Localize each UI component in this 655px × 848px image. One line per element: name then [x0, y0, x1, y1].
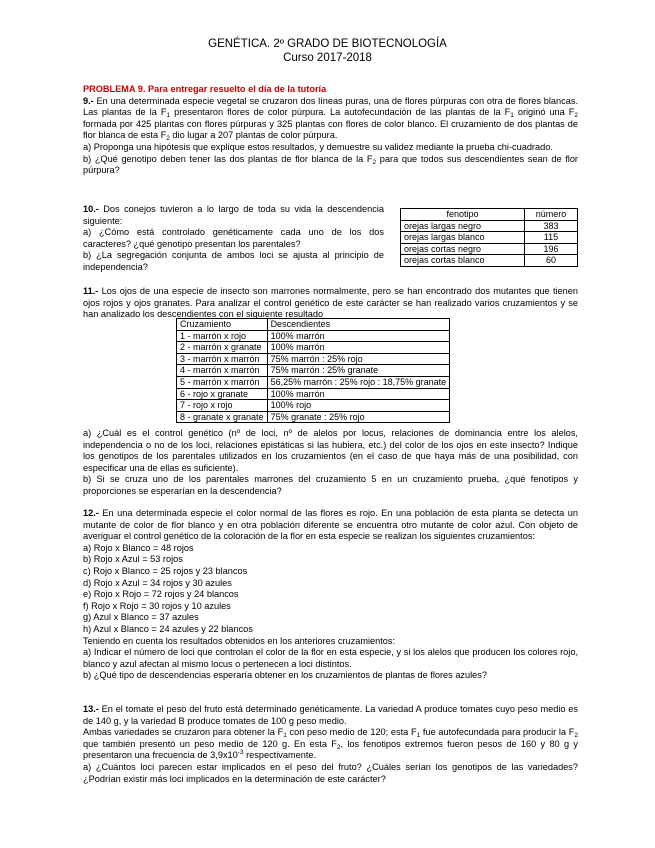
problem-10-number: 10.-: [83, 204, 99, 214]
table-header-row: [177, 319, 450, 331]
problem-10-question-b: b) ¿La segregación conjunta de ambos loci se ajusta al principio de independencia?: [83, 250, 384, 272]
cross-item: b) Rojo x Azul = 53 rojos: [83, 554, 183, 565]
document-title: GENÉTICA. 2º GRADO DE BIOTECNOLOGÍA: [208, 38, 447, 50]
table-row: 3 - marrón x marrón 75% marrón : 25% rojo: [177, 353, 450, 365]
problem-10-intro: 10.- Dos conejos tuvieron a lo largo de toda su vida la descendencia siguiente:: [83, 204, 385, 226]
table-row: 7 - rojo x rojo 100% rojo: [177, 400, 450, 412]
table-row: 1 - marrón x rojo 100% marrón: [177, 330, 450, 342]
column-header-fenotipo: fenotipo: [401, 209, 525, 221]
table-row: orejas cortas negro 196: [401, 243, 578, 255]
problem-12-intro: 12.- En una determinada especie el color normal de las flores es rojo. En una población de esta planta se detecta un mutante de color de flor blanco y en otra población diferente se encuentra otro mutante de color azul. Con objeto de averiguar el control genético de la coloración de la flor en esta especie se realizan los siguientes cruzamientos:: [83, 508, 578, 542]
table-row: 8 - granate x granate 75% granate : 25% rojo: [177, 411, 450, 423]
problem-9: [83, 84, 578, 177]
problem-12-question-b: b) ¿Qué tipo de descendencias esperaría obtener en los cruzamientos de plantas de flores azules?: [83, 670, 487, 681]
problem-13-question-a: a) ¿Cuántos loci parecen estar implicados en el peso del fruto? ¿Cuáles serían los genotipos de las variedades? ¿Podrían existir más loci implicados en la determinación de este carácter?: [83, 761, 578, 784]
column-header-cruzamiento: Cruzamiento: [177, 319, 268, 331]
cross-item: e) Rojo x Rojo = 72 rojos y 24 blancos: [83, 589, 239, 600]
table-row: 4 - marrón x marrón 75% marrón : 25% granate: [177, 365, 450, 377]
rabbit-phenotype-table: [400, 208, 578, 267]
problem-11-intro: 11.- Los ojos de una especie de insecto son marrones normalmente, pero se han encontrado dos mutantes que tienen ojos rojos y ojos granates. Para analizar el control genético de este carácter se han realizado varios cruzamientos y se han analizado los descendientes con el siguiente resultado: [83, 286, 578, 320]
problem-11-question-a: a) ¿Cuál es el control genético (nº de loci, nº de alelos por locus, relaciones de dominancia entre los alelos, independencia o no de los loci, relaciones epistáticas si las hubiera, etc.) del color de los ojos en este insecto? Indique los genotipos de los parentales utilizados en los cruzamientos (en el caso de que haya más de una posibilidad, con especificar una de ellas es suficiente).: [83, 428, 578, 473]
cross-item: c) Rojo x Blanco = 25 rojos y 23 blancos: [83, 565, 248, 576]
problem-12: [83, 508, 578, 682]
table-row: orejas largas negro 383: [401, 220, 578, 232]
problem-12-number: 12.-: [83, 508, 99, 518]
problem-11-number: 11.-: [83, 286, 99, 296]
problem-11-questions: [83, 428, 578, 498]
cross-item: a) Rojo x Blanco = 48 rojos: [83, 542, 194, 553]
table-row: 2 - marrón x granate 100% marrón: [177, 342, 450, 354]
eye-color-cross-table: [176, 318, 450, 423]
problem-13-intro: 13.- En el tomate el peso del fruto está determinado genéticamente. La variedad A produce tomates cuyo peso medio es de 140 g, y la variedad B produce tomates de 100 g peso medio.: [83, 704, 578, 726]
problem-10: [83, 204, 384, 274]
problem-13-number: 13.-: [83, 704, 99, 714]
problem-11: [83, 286, 578, 321]
problem-9-heading: PROBLEMA 9. Para entregar resuelto el día de la tutoría: [83, 84, 327, 94]
cross-item: d) Rojo x Azul = 34 rojos y 30 azules: [83, 577, 232, 588]
problem-9-question-a: a) Proponga una hipótesis que explique estos resultados, y demuestre su validez mediante la prueba chi-cuadrado.: [83, 141, 553, 152]
column-header-descendientes: Descendientes: [267, 319, 450, 331]
problem-12-lead: Teniendo en cuenta los resultados obtenidos en los anteriores cruzamientos:: [83, 635, 396, 646]
problem-9-number: 9.-: [83, 95, 94, 106]
problem-10-question-a: a) ¿Cómo está controlado genéticamente cada uno de los dos caracteres? ¿qué genotipo presentan los parentales?: [83, 227, 384, 249]
table-header-row: [401, 209, 578, 221]
table-row: 5 - marrón x marrón 56,25% marrón : 25% rojo : 18,75% granate: [177, 376, 450, 388]
table-row: orejas cortas blanco 60: [401, 255, 578, 267]
problem-12-question-a: a) Indicar el número de loci que controlan el color de la flor en esta especie, y si los alelos que producen los colores rojo, blanco y azul afectan al mismo locus o pertenecen a loci distintos.: [83, 647, 578, 669]
problem-13-statement: Ambas variedades se cruzaron para obtener la $F_1$ con peso medio de 120; esta $F_1$ fue autofecundada para producir la $F_2$ que también presentó un peso medio de 120 g. En esta $F_2$, los fenotipos extremos fueron pesos de 160 y 80 g y presentaron una frecuencia de $3,9x10^{-3}$ respectivamente.: [83, 727, 578, 761]
problem-13: [83, 704, 578, 785]
problem-9-statement: 9.- En una determinada especie vegetal se cruzaron dos líneas puras, una de flores púrpuras con otra de flores blancas. Las plantas de la $F_1$ presentaron flores de color púrpura. La autofecundación de las plantas de la $F_1$ originó una $F_2$ formada por 425 plantas con flores púrpuras y 325 plantas con flores de color blanco. El cruzamiento de dos plantas de flor blanca de esta $F_2$ dio lugar a 207 plantas de color púrpura.: [83, 95, 579, 143]
column-header-numero: número: [524, 209, 577, 221]
table-row: orejas largas blanco 115: [401, 232, 578, 244]
table-row: 6 - rojo x granate 100% marrón: [177, 388, 450, 400]
course-year: Curso 2017-2018: [283, 52, 372, 64]
problem-11-question-b: b) Si se cruza uno de los parentales marrones del cruzamiento 5 en un cruzamiento prueba, ¿qué fenotipos y proporciones se esperarían en la descendencia?: [83, 474, 578, 496]
cross-item: g) Azul x Blanco = 37 azules: [83, 612, 199, 623]
cross-item: h) Azul x Blanco = 24 azules y 22 blancos: [83, 623, 253, 634]
problem-9-question-b: b) ¿Qué genotipo deben tener las dos plantas de flor blanca de la $F_2$ para que todos sus descendientes sean de flor púrpura?: [83, 153, 578, 176]
cross-item: f) Rojo x Rojo = 30 rojos y 10 azules: [83, 600, 231, 611]
